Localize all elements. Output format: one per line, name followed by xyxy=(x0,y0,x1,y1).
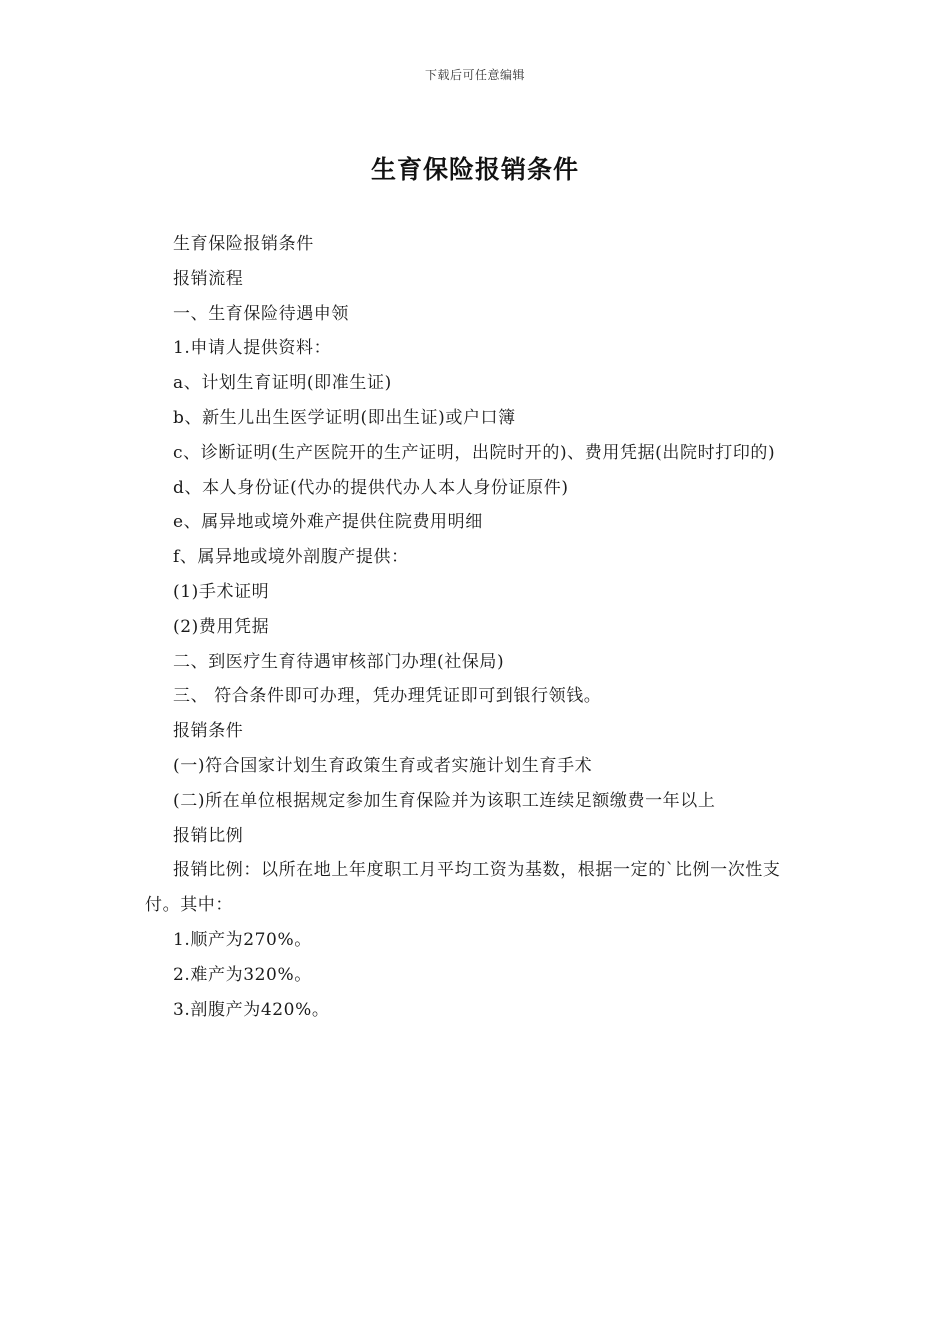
paragraph: f、属异地或境外剖腹产提供： xyxy=(173,547,409,568)
paragraph: 三、 符合条件即可办理，凭办理凭证即可到银行领钱。 xyxy=(173,686,602,707)
paragraph: 二、到医疗生育待遇审核部门办理(社保局) xyxy=(173,651,505,672)
document-body xyxy=(145,227,811,1027)
running-header: 下载后可任意编辑 xyxy=(424,68,525,82)
paragraph: 1.申请人提供资料： xyxy=(173,338,332,359)
paragraph: (二)所在单位根据规定参加生育保险并为该职工连续足额缴费一年以上 xyxy=(173,790,716,811)
paragraph: 2.难产为320%。 xyxy=(173,964,312,985)
paragraph: b、新生儿出生医学证明(即出生证)或户口簿 xyxy=(173,407,516,428)
paragraph: (2)费用凭据 xyxy=(173,616,270,637)
paragraph: (一)符合国家计划生育政策生育或者实施计划生育手术 xyxy=(173,755,593,776)
paragraph: 报销比例 xyxy=(173,825,244,846)
paragraph: a、计划生育证明(即准生证) xyxy=(173,373,392,394)
paragraph: 报销流程 xyxy=(173,268,244,289)
paragraph: 3.剖腹产为420%。 xyxy=(173,999,330,1020)
paragraph: e、属异地或境外难产提供住院费用明细 xyxy=(173,512,483,533)
paragraph: 一、生育保险待遇申领 xyxy=(173,303,349,324)
paragraph: 报销比例：以所在地上年度职工月平均工资为基数，根据一定的`比例一次性支付。其中： xyxy=(145,860,781,916)
document-title: 生育保险报销条件 xyxy=(370,155,579,184)
paragraph: 生育保险报销条件 xyxy=(173,234,314,254)
paragraph: c、诊断证明(生产医院开的生产证明，出院时开的)、费用凭据(出院时打印的) xyxy=(173,442,776,463)
paragraph: (1)手术证明 xyxy=(173,581,270,602)
paragraph: d、本人身份证(代办的提供代办人本人身份证原件) xyxy=(173,477,569,498)
paragraph: 报销条件 xyxy=(173,721,244,742)
paragraph: 1.顺产为270%。 xyxy=(173,929,312,950)
